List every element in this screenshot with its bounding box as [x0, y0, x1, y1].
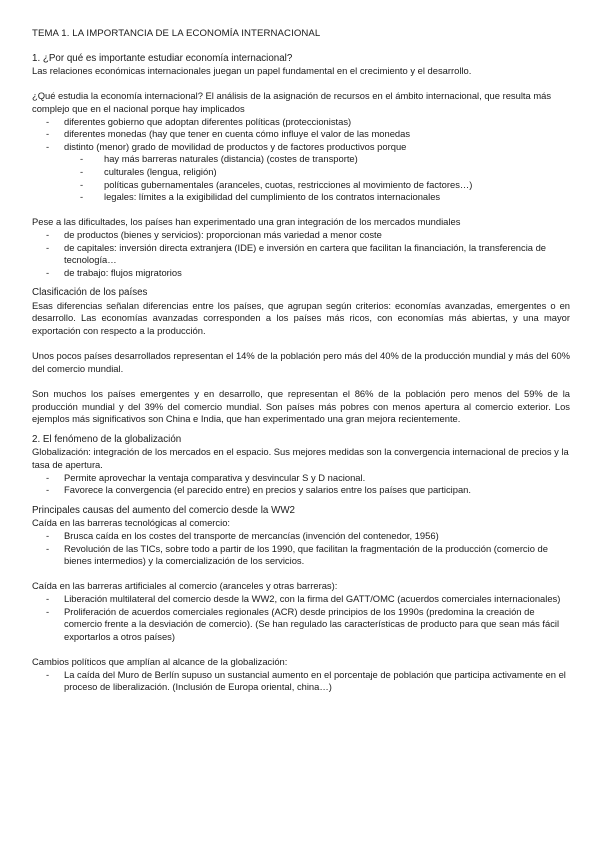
integracion-paragraph: Pese a las dificultades, los países han experimentado una gran integración de los mercados mundiales: [32, 216, 461, 228]
list-item: - La caída del Muro de Berlín supuso un sustancial aumento en el porcentaje de población que participa activamente en el proceso de liberalización. (Inclusión de Europa oriental, china…): [32, 669, 570, 694]
list-item: - diferentes gobierno que adoptan diferentes políticas (proteccionistas): [32, 116, 570, 129]
list-item: - Liberación multilateral del comercio desde la WW2, con la firma del GATT/OMC (acuerdos comerciales internacionales): [32, 593, 570, 606]
implicados-list: [32, 116, 570, 154]
list-item: - Revolución de las TICs, sobre todo a partir de los 1990, que facilitan la fragmentación de la producción (comercio de bienes intermedios) y la comercialización de los servicios.: [32, 543, 570, 568]
list-item: - de capitales: inversión directa extranjera (IDE) e inversión en cartera que facilitan la financiación, la transferencia de tecnología…: [32, 242, 570, 267]
barreras-tecnologicas-list: [32, 530, 570, 568]
list-item: - Favorece la convergencia (el parecido entre) en precios y salarios entre los países que participan.: [32, 484, 570, 497]
list-item: - Brusca caída en los costes del transporte de mercancías (invención del contenedor, 1956): [32, 530, 570, 543]
integracion-list: [32, 229, 570, 279]
barreras-sublist: [32, 153, 570, 203]
clasificacion-paragraph-3: Son muchos los países emergentes y en desarrollo, que representan el 86% de la población pero menos del 59% de la producción mundial y del 39% del comercio mundial. Son países más pobres con menos apertura al comercio exterior. Los ejemplos más significativos son China e India, que han experimentado una gran mejora recientemente.: [32, 388, 570, 425]
list-item: - Permite aprovechar la ventaja comparativa y desvincular S y D nacional.: [32, 472, 570, 485]
list-item: - distinto (menor) grado de movilidad de productos y de factores productivos porque: [32, 141, 570, 154]
barreras-artificiales-label: Caída en las barreras artificiales al comercio (aranceles y otras barreras):: [32, 580, 338, 592]
list-item: - culturales (lengua, religión): [32, 166, 570, 179]
barreras-tecnologicas-label: Caída en las barreras tecnológicas al comercio:: [32, 517, 231, 529]
list-item: - diferentes monedas (hay que tener en cuenta cómo influye el valor de las monedas: [32, 128, 570, 141]
list-item: - de trabajo: flujos migratorios: [32, 267, 570, 280]
cambios-politicos-list: [32, 669, 570, 694]
cambios-politicos-label: Cambios políticos que amplían al alcance de la globalización:: [32, 655, 288, 667]
barreras-artificiales-list: [32, 593, 570, 643]
list-item: - legales: límites a la exigibilidad del cumplimiento de los contratos internacionales: [32, 191, 570, 204]
list-item: - hay más barreras naturales (distancia) (costes de transporte): [32, 153, 570, 166]
page-title: TEMA 1. LA IMPORTANCIA DE LA ECONOMÍA INTERNACIONAL: [32, 28, 321, 39]
list-item: - políticas gubernamentales (aranceles, cuotas, restricciones al movimiento de factores…): [32, 179, 570, 192]
section-1-intro: Las relaciones económicas internacionales juegan un papel fundamental en el crecimiento y el desarrollo.: [32, 65, 472, 77]
globalizacion-list: [32, 472, 570, 497]
clasificacion-heading: Clasificación de los países: [32, 287, 148, 299]
list-item: - de productos (bienes y servicios): proporcionan más variedad a menor coste: [32, 229, 570, 242]
list-item: - Proliferación de acuerdos comerciales regionales (ACR) desde principios de los 1990s (predomina la creación de comercio frente a la desviación de comercio). (Se han regulado las características de producto para que sean más fácil exportarlos a otros países): [32, 606, 570, 644]
section-2-heading: 2. El fenómeno de la globalización: [32, 433, 182, 445]
clasificacion-paragraph-1: Esas diferencias señalan diferencias entre los países, que agrupan según criterios: economías avanzadas, emergentes o en desarrollo. Las economías avanzadas corresponden a los países más ricos, con economías más abiertas, y una mayor exportación con respecto a la producción.: [32, 299, 570, 337]
clasificacion-paragraph-2: Unos pocos países desarrollados representan el 14% de la población pero más del 40% de la producción mundial y más del 60% del comercio mundial.: [32, 350, 570, 374]
section-1-heading: 1. ¿Por qué es importante estudiar economía internacional?: [32, 52, 293, 64]
causas-heading: Principales causas del aumento del comercio desde la WW2: [32, 504, 296, 516]
globalizacion-paragraph: Globalización: integración de los mercados en el espacio. Sus mejores medidas son la convergencia internacional de precios y la tasa de apertura.: [32, 446, 569, 470]
section-1-question: ¿Qué estudia la economía internacional? El análisis de la asignación de recursos en el ámbito internacional, que resulta más complejo que en el nacional porque hay implicados: [32, 90, 552, 114]
